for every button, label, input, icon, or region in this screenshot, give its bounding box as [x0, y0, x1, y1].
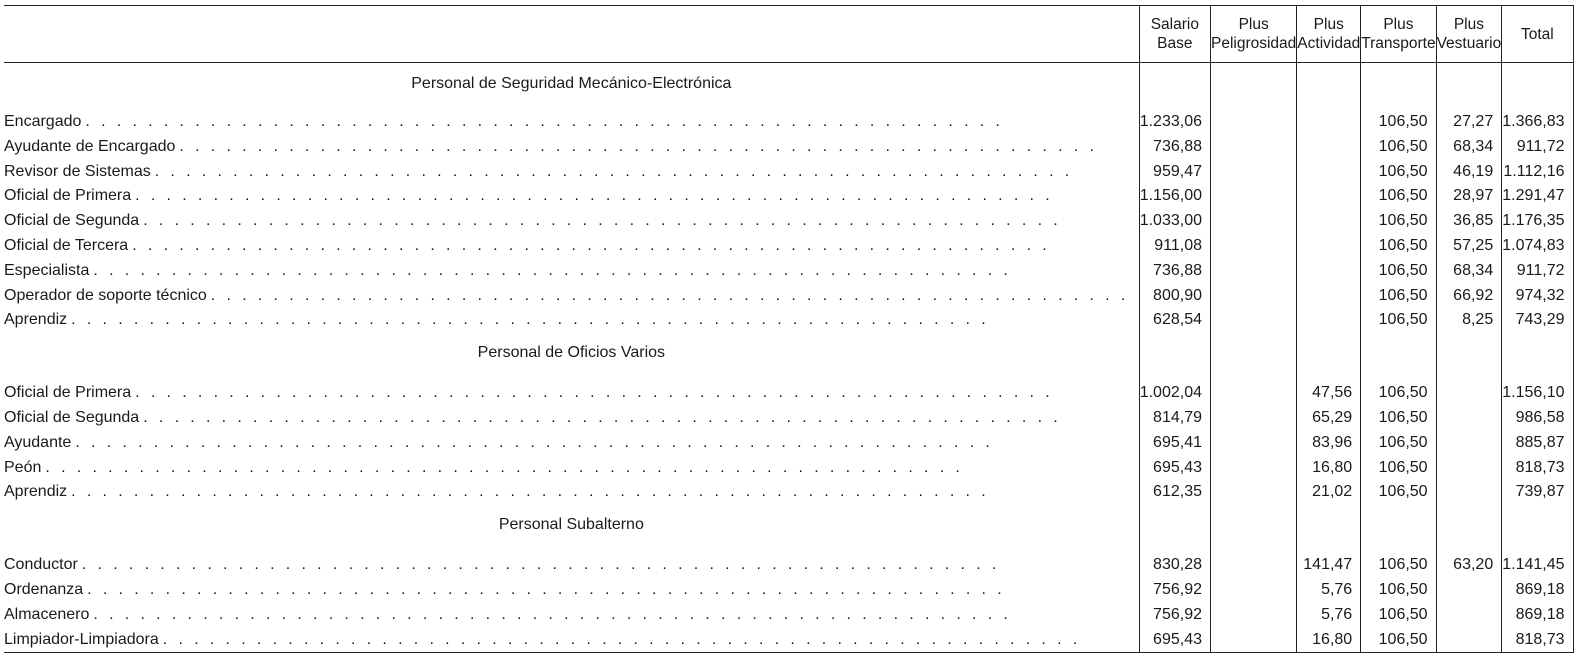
value-cell-peligrosidad: [1210, 431, 1296, 456]
dot-leader: . . . . . . . . . . . . . . . . . . . . . . . . . . . . . . . . . . . . . . . . . . . . . . . . . . . . . . . . . . .: [162, 630, 1081, 648]
value-cell-transporte: 106,50: [1361, 456, 1436, 481]
table-row: [4, 431, 1573, 456]
value-cell-actividad: 47,56: [1297, 381, 1361, 406]
table-body: [4, 63, 1573, 653]
value-cell-total: 1.074,83: [1502, 234, 1573, 259]
value-cell-base: 959,47: [1139, 160, 1210, 185]
category-label: Ayudante: [4, 433, 72, 451]
empty-cell: [1361, 63, 1436, 111]
value-cell-peligrosidad: [1210, 480, 1296, 505]
category-cell: [4, 160, 1139, 185]
value-cell-vestuario: 8,25: [1436, 308, 1502, 333]
value-cell-vestuario: [1436, 381, 1502, 406]
category-label: Oficial de Segunda: [4, 408, 140, 426]
value-cell-peligrosidad: [1210, 406, 1296, 431]
category-label: Peón: [4, 458, 42, 476]
value-cell-peligrosidad: [1210, 234, 1296, 259]
category-cell: [4, 480, 1139, 505]
header-blank-cell: [4, 6, 1139, 63]
section-title-cell: [4, 333, 1139, 381]
value-cell-actividad: 5,76: [1297, 578, 1361, 603]
section-title: Personal de Oficios Varios: [477, 344, 666, 362]
value-cell-peligrosidad: [1210, 184, 1296, 209]
dot-leader: . . . . . . . . . . . . . . . . . . . . . . . . . . . . . . . . . . . . . . . . . . . . . . . . . . . . . . . . . . .: [93, 261, 1012, 279]
dot-leader: . . . . . . . . . . . . . . . . . . . . . . . . . . . . . . . . . . . . . . . . . . . . . . . . . . . . . . . . . . .: [179, 137, 1098, 155]
value-cell-peligrosidad: [1210, 308, 1296, 333]
dot-leader: . . . . . . . . . . . . . . . . . . . . . . . . . . . . . . . . . . . . . . . . . . . . . . . . . . . . . . . . . . .: [71, 483, 990, 501]
empty-cell: [1210, 505, 1296, 553]
value-cell-total: 1.112,16: [1502, 160, 1573, 185]
value-cell-actividad: [1297, 259, 1361, 284]
value-cell-actividad: 16,80: [1297, 628, 1361, 653]
value-cell-total: 1.291,47: [1502, 184, 1573, 209]
value-cell-total: 986,58: [1502, 406, 1573, 431]
category-label: Especialista: [4, 261, 90, 279]
dot-leader: . . . . . . . . . . . . . . . . . . . . . . . . . . . . . . . . . . . . . . . . . . . . . . . . . . . . . . . . . . .: [71, 311, 990, 329]
value-cell-vestuario: 66,92: [1436, 284, 1502, 309]
table-row: [4, 135, 1573, 160]
value-cell-peligrosidad: [1210, 381, 1296, 406]
value-cell-base: 1.002,04: [1139, 381, 1210, 406]
value-cell-transporte: 106,50: [1361, 603, 1436, 628]
table-row: [4, 381, 1573, 406]
value-cell-transporte: 106,50: [1361, 184, 1436, 209]
value-cell-base: 800,90: [1139, 284, 1210, 309]
value-cell-vestuario: [1436, 628, 1502, 653]
category-label: Conductor: [4, 556, 78, 574]
dot-leader: . . . . . . . . . . . . . . . . . . . . . . . . . . . . . . . . . . . . . . . . . . . . . . . . . . . . . . . . . . .: [45, 458, 964, 476]
empty-cell: [1436, 333, 1502, 381]
value-cell-actividad: 21,02: [1297, 480, 1361, 505]
value-cell-actividad: 83,96: [1297, 431, 1361, 456]
category-cell: [4, 628, 1139, 653]
value-cell-transporte: 106,50: [1361, 110, 1436, 135]
empty-cell: [1297, 333, 1361, 381]
dot-leader: . . . . . . . . . . . . . . . . . . . . . . . . . . . . . . . . . . . . . . . . . . . . . . . . . . . . . . . . . . .: [135, 384, 1054, 402]
table-row: [4, 284, 1573, 309]
value-cell-vestuario: 63,20: [1436, 553, 1502, 578]
value-cell-transporte: 106,50: [1361, 381, 1436, 406]
value-cell-peligrosidad: [1210, 628, 1296, 653]
value-cell-vestuario: 27,27: [1436, 110, 1502, 135]
category-label: Limpiador-Limpiadora: [4, 630, 159, 648]
value-cell-base: 736,88: [1139, 135, 1210, 160]
value-cell-actividad: [1297, 234, 1361, 259]
category-label: Encargado: [4, 113, 82, 130]
category-label: Aprendiz: [4, 483, 68, 501]
empty-cell: [1139, 505, 1210, 553]
value-cell-peligrosidad: [1210, 578, 1296, 603]
value-cell-peligrosidad: [1210, 160, 1296, 185]
value-cell-actividad: [1297, 284, 1361, 309]
value-cell-vestuario: [1436, 578, 1502, 603]
empty-cell: [1297, 63, 1361, 111]
value-cell-total: 974,32: [1502, 284, 1573, 309]
value-cell-actividad: [1297, 135, 1361, 160]
category-cell: [4, 578, 1139, 603]
category-cell: [4, 431, 1139, 456]
empty-cell: [1210, 333, 1296, 381]
value-cell-transporte: 106,50: [1361, 578, 1436, 603]
category-cell: [4, 553, 1139, 578]
value-cell-vestuario: 28,97: [1436, 184, 1502, 209]
value-cell-base: 814,79: [1139, 406, 1210, 431]
value-cell-total: 869,18: [1502, 603, 1573, 628]
table-row: [4, 603, 1573, 628]
value-cell-transporte: 106,50: [1361, 160, 1436, 185]
dot-leader: . . . . . . . . . . . . . . . . . . . . . . . . . . . . . . . . . . . . . . . . . . . . . . . . . . . . . . . . . . .: [143, 408, 1062, 426]
empty-cell: [1139, 63, 1210, 111]
value-cell-transporte: 106,50: [1361, 628, 1436, 653]
table-row: [4, 234, 1573, 259]
empty-cell: [1436, 505, 1502, 553]
value-cell-transporte: 106,50: [1361, 553, 1436, 578]
column-header-plus-vestuario: Plus Vestuario: [1436, 6, 1502, 63]
category-label: Oficial de Primera: [4, 187, 132, 205]
category-cell: [4, 308, 1139, 333]
value-cell-total: 911,72: [1502, 259, 1573, 284]
value-cell-actividad: [1297, 209, 1361, 234]
column-header-salario-base: Salario Base: [1139, 6, 1210, 63]
category-label: Aprendiz: [4, 311, 68, 329]
table-row: [4, 480, 1573, 505]
section-title: Personal de Seguridad Mecánico-Electrónica: [411, 75, 732, 92]
value-cell-base: 1.233,06: [1139, 110, 1210, 135]
value-cell-vestuario: 68,34: [1436, 259, 1502, 284]
empty-cell: [1436, 63, 1502, 111]
table-row: [4, 209, 1573, 234]
value-cell-base: 628,54: [1139, 308, 1210, 333]
category-cell: [4, 381, 1139, 406]
dot-leader: . . . . . . . . . . . . . . . . . . . . . . . . . . . . . . . . . . . . . . . . . . . . . . . . . . . . . . . . . . .: [143, 212, 1062, 230]
value-cell-transporte: 106,50: [1361, 284, 1436, 309]
salary-table: [4, 5, 1574, 653]
value-cell-total: 739,87: [1502, 480, 1573, 505]
table-row: [4, 456, 1573, 481]
empty-cell: [1502, 63, 1573, 111]
value-cell-base: 756,92: [1139, 603, 1210, 628]
section-header-row: [4, 505, 1573, 553]
empty-cell: [1139, 333, 1210, 381]
empty-cell: [1502, 333, 1573, 381]
value-cell-base: 1.033,00: [1139, 209, 1210, 234]
section-header-row: [4, 333, 1573, 381]
table-row: [4, 308, 1573, 333]
value-cell-transporte: 106,50: [1361, 234, 1436, 259]
table-row: [4, 553, 1573, 578]
value-cell-transporte: 106,50: [1361, 406, 1436, 431]
table-row: [4, 259, 1573, 284]
category-cell: [4, 284, 1139, 309]
value-cell-peligrosidad: [1210, 259, 1296, 284]
value-cell-base: 695,43: [1139, 456, 1210, 481]
empty-cell: [1361, 505, 1436, 553]
section-title: Personal Subalterno: [498, 516, 644, 534]
value-cell-vestuario: [1436, 431, 1502, 456]
category-label: Ayudante de Encargado: [4, 137, 176, 155]
empty-cell: [1361, 333, 1436, 381]
dot-leader: . . . . . . . . . . . . . . . . . . . . . . . . . . . . . . . . . . . . . . . . . . . . . . . . . . . . . . . . . . .: [75, 433, 994, 451]
value-cell-peligrosidad: [1210, 603, 1296, 628]
dot-leader: . . . . . . . . . . . . . . . . . . . . . . . . . . . . . . . . . . . . . . . . . . . . . . . . . . . . . . . . . . .: [81, 556, 1000, 574]
table-row: [4, 160, 1573, 185]
value-cell-transporte: 106,50: [1361, 308, 1436, 333]
value-cell-total: 743,29: [1502, 308, 1573, 333]
value-cell-transporte: 106,50: [1361, 259, 1436, 284]
table-row: [4, 406, 1573, 431]
value-cell-transporte: 106,50: [1361, 135, 1436, 160]
value-cell-actividad: [1297, 110, 1361, 135]
value-cell-vestuario: 57,25: [1436, 234, 1502, 259]
value-cell-actividad: 141,47: [1297, 553, 1361, 578]
category-cell: [4, 234, 1139, 259]
value-cell-base: 756,92: [1139, 578, 1210, 603]
category-label: Oficial de Primera: [4, 384, 132, 402]
dot-leader: . . . . . . . . . . . . . . . . . . . . . . . . . . . . . . . . . . . . . . . . . . . . . . . . . . . . . . . . . . .: [132, 236, 1051, 254]
value-cell-transporte: 106,50: [1361, 480, 1436, 505]
value-cell-base: 695,43: [1139, 628, 1210, 653]
value-cell-actividad: 16,80: [1297, 456, 1361, 481]
value-cell-base: 1.156,00: [1139, 184, 1210, 209]
section-header-row: [4, 63, 1573, 111]
value-cell-base: 736,88: [1139, 259, 1210, 284]
column-header-plus-actividad: Plus Actividad: [1297, 6, 1361, 63]
empty-cell: [1210, 63, 1296, 111]
value-cell-actividad: [1297, 308, 1361, 333]
value-cell-actividad: [1297, 184, 1361, 209]
table-row: [4, 184, 1573, 209]
value-cell-vestuario: 36,85: [1436, 209, 1502, 234]
value-cell-base: 612,35: [1139, 480, 1210, 505]
column-header-plus-transporte: Plus Transporte: [1361, 6, 1436, 63]
category-cell: [4, 259, 1139, 284]
value-cell-total: 869,18: [1502, 578, 1573, 603]
column-header-plus-peligrosidad: Plus Peligrosidad: [1210, 6, 1296, 63]
table-row: [4, 628, 1573, 653]
value-cell-vestuario: 46,19: [1436, 160, 1502, 185]
value-cell-total: 1.156,10: [1502, 381, 1573, 406]
table-row: [4, 578, 1573, 603]
value-cell-base: 695,41: [1139, 431, 1210, 456]
value-cell-actividad: 5,76: [1297, 603, 1361, 628]
dot-leader: . . . . . . . . . . . . . . . . . . . . . . . . . . . . . . . . . . . . . . . . . . . . . . . . . . . . . . . . . . .: [154, 162, 1073, 180]
value-cell-total: 1.141,45: [1502, 553, 1573, 578]
value-cell-total: 818,73: [1502, 628, 1573, 653]
value-cell-vestuario: [1436, 406, 1502, 431]
category-cell: [4, 110, 1139, 135]
value-cell-peligrosidad: [1210, 135, 1296, 160]
value-cell-actividad: [1297, 160, 1361, 185]
value-cell-vestuario: 68,34: [1436, 135, 1502, 160]
value-cell-base: 911,08: [1139, 234, 1210, 259]
dot-leader: . . . . . . . . . . . . . . . . . . . . . . . . . . . . . . . . . . . . . . . . . . . . . . . . . . . . . . . . . . .: [210, 286, 1129, 304]
dot-leader: . . . . . . . . . . . . . . . . . . . . . . . . . . . . . . . . . . . . . . . . . . . . . . . . . . . . . . . . . . .: [85, 113, 1004, 130]
value-cell-vestuario: [1436, 456, 1502, 481]
header-row: [4, 6, 1573, 63]
value-cell-total: 885,87: [1502, 431, 1573, 456]
empty-cell: [1502, 505, 1573, 553]
category-cell: [4, 603, 1139, 628]
value-cell-peligrosidad: [1210, 110, 1296, 135]
category-cell: [4, 209, 1139, 234]
category-label: Oficial de Tercera: [4, 236, 129, 254]
value-cell-transporte: 106,50: [1361, 431, 1436, 456]
category-label: Almacenero: [4, 605, 90, 623]
section-title-cell: [4, 505, 1139, 553]
value-cell-total: 911,72: [1502, 135, 1573, 160]
dot-leader: . . . . . . . . . . . . . . . . . . . . . . . . . . . . . . . . . . . . . . . . . . . . . . . . . . . . . . . . . . .: [87, 580, 1006, 598]
category-label: Revisor de Sistemas: [4, 162, 151, 180]
value-cell-peligrosidad: [1210, 209, 1296, 234]
value-cell-transporte: 106,50: [1361, 209, 1436, 234]
value-cell-peligrosidad: [1210, 284, 1296, 309]
value-cell-total: 1.366,83: [1502, 110, 1573, 135]
category-label: Ordenanza: [4, 580, 84, 598]
section-title-cell: [4, 63, 1139, 111]
value-cell-vestuario: [1436, 480, 1502, 505]
value-cell-base: 830,28: [1139, 553, 1210, 578]
value-cell-peligrosidad: [1210, 456, 1296, 481]
value-cell-actividad: 65,29: [1297, 406, 1361, 431]
value-cell-total: 1.176,35: [1502, 209, 1573, 234]
category-cell: [4, 184, 1139, 209]
category-cell: [4, 406, 1139, 431]
category-label: Operador de soporte técnico: [4, 286, 207, 304]
table-row: [4, 110, 1573, 135]
category-cell: [4, 135, 1139, 160]
dot-leader: . . . . . . . . . . . . . . . . . . . . . . . . . . . . . . . . . . . . . . . . . . . . . . . . . . . . . . . . . . .: [93, 605, 1012, 623]
value-cell-vestuario: [1436, 603, 1502, 628]
column-header-total: Total: [1502, 6, 1573, 63]
empty-cell: [1297, 505, 1361, 553]
category-label: Oficial de Segunda: [4, 212, 140, 230]
value-cell-peligrosidad: [1210, 553, 1296, 578]
value-cell-total: 818,73: [1502, 456, 1573, 481]
dot-leader: . . . . . . . . . . . . . . . . . . . . . . . . . . . . . . . . . . . . . . . . . . . . . . . . . . . . . . . . . . .: [135, 187, 1054, 205]
category-cell: [4, 456, 1139, 481]
